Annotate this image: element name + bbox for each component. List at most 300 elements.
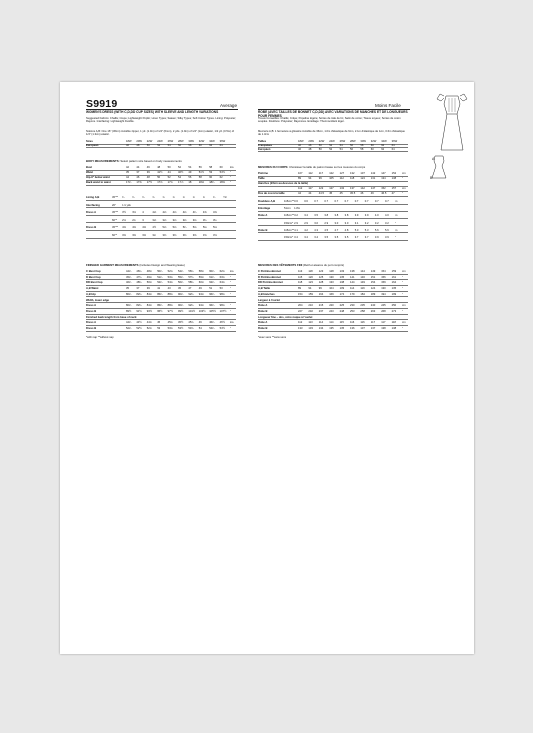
table-cell: 101½ bbox=[188, 309, 196, 313]
row-divider bbox=[258, 308, 408, 309]
dress-line-art bbox=[430, 90, 474, 180]
table-cell: " bbox=[230, 309, 231, 313]
row-label: Poitrine bbox=[258, 172, 269, 175]
table-cell: 48 bbox=[136, 143, 140, 147]
table-cell: 86¼ bbox=[157, 304, 163, 308]
table-cell: ¾ bbox=[122, 196, 125, 199]
table-cell: 250 bbox=[391, 304, 397, 308]
table-cell: 18⅛ bbox=[198, 181, 205, 184]
row-divider bbox=[86, 230, 236, 231]
row-divider bbox=[258, 319, 408, 320]
table-cell: 52¼ bbox=[126, 327, 132, 330]
table-cell: 53 bbox=[157, 327, 161, 330]
row-divider bbox=[86, 291, 236, 292]
row-label: Dress A bbox=[86, 304, 97, 308]
table-cell: 116 bbox=[350, 321, 355, 325]
table-cell: 154 bbox=[381, 270, 386, 273]
table-cell: 61¼ bbox=[209, 275, 215, 279]
row-divider bbox=[86, 215, 236, 216]
table-cell: 220 bbox=[329, 304, 334, 308]
table-cell: 253 bbox=[350, 309, 355, 313]
table-cell: 36W bbox=[391, 140, 398, 143]
table-cell: 36W bbox=[219, 140, 226, 143]
table-cell: 45.5 bbox=[350, 192, 356, 195]
difficulty-fr: Moins Facile bbox=[375, 103, 401, 108]
table-cell: 49¼ bbox=[146, 275, 153, 279]
table-cell: 118 bbox=[350, 177, 355, 180]
table-cell: 17¼ bbox=[126, 181, 132, 184]
table-cell: 152 bbox=[391, 172, 397, 175]
table-cell: cm bbox=[402, 187, 406, 190]
table-cell: 44¼ bbox=[126, 270, 132, 273]
table-cell: 104 bbox=[329, 287, 334, 291]
table-cell: 43 bbox=[167, 287, 171, 291]
table-cell: 46¼ bbox=[136, 270, 142, 273]
table-cell: 114 bbox=[329, 321, 334, 325]
table-cell: 113 bbox=[308, 321, 313, 325]
table-cell: Yd bbox=[223, 196, 227, 199]
table-cell: m bbox=[395, 214, 398, 218]
table-cell: 60"* bbox=[112, 234, 117, 237]
table-cell: 118 bbox=[308, 270, 313, 273]
footnote-fr: *avec sens **sans sens bbox=[258, 336, 287, 339]
row-label: Tailles bbox=[258, 140, 267, 143]
table-cell: 3⅜ bbox=[142, 234, 147, 237]
table-cell: 47¼ bbox=[136, 275, 142, 279]
table-cell: 24W bbox=[157, 140, 163, 143]
table-cell: 3.5 bbox=[324, 236, 329, 239]
table-cell: 4⅛ bbox=[152, 211, 157, 215]
table-cell: 62 bbox=[381, 143, 385, 147]
table-cell: 4.8 bbox=[344, 228, 349, 232]
table-cell: 50 bbox=[167, 166, 171, 169]
table-cell: 133 bbox=[308, 327, 313, 330]
table-cell: 164 bbox=[318, 292, 324, 296]
row-divider bbox=[258, 211, 408, 212]
table-cell: 39 bbox=[146, 171, 150, 174]
table-cell: 95½ bbox=[157, 309, 163, 313]
table-cell: 32W bbox=[198, 140, 205, 143]
table-cell: 22W bbox=[146, 140, 153, 143]
table-cell: 56 bbox=[188, 176, 192, 179]
table-cell: 125 bbox=[318, 275, 324, 279]
table-cell: ¾ bbox=[142, 196, 145, 199]
row-divider bbox=[86, 207, 236, 208]
table-cell: 123 bbox=[308, 281, 313, 285]
table-cell: 235 bbox=[360, 304, 365, 308]
table-cell: 5.3 bbox=[364, 228, 369, 232]
row-divider bbox=[86, 274, 236, 275]
table-cell: 3.2 bbox=[294, 214, 298, 218]
row-label: DD Poitrine-Bonnet bbox=[258, 281, 283, 285]
table-cell: 144 bbox=[360, 270, 365, 273]
table-cell: " bbox=[230, 275, 231, 279]
table-cell: 34W bbox=[381, 140, 387, 143]
table-cell: 45¼ bbox=[126, 275, 132, 279]
table-cell: 112 bbox=[298, 187, 303, 190]
table-cell: 90¼ bbox=[178, 304, 184, 308]
table-cell: 90¼ bbox=[178, 292, 184, 296]
table-cell: 58 bbox=[188, 143, 192, 147]
table-cell: 1.8m bbox=[294, 207, 301, 211]
row-label: Largeur à l'ourlet bbox=[258, 298, 280, 302]
table-cell: 4⅜ bbox=[202, 211, 207, 215]
table-cell: 204 bbox=[298, 304, 303, 308]
row-label: Width, lower edge bbox=[86, 298, 109, 302]
table-cell: 135 bbox=[339, 275, 345, 279]
table-cell: 4.0 bbox=[385, 214, 389, 218]
table-cell: 112 bbox=[298, 321, 303, 325]
table-cell: 52 bbox=[178, 166, 181, 169]
table-cell: 147 bbox=[381, 172, 386, 175]
table-cell: 3⅛ bbox=[162, 218, 167, 222]
table-cell: 28W bbox=[178, 140, 184, 143]
table-cell: 56¼ bbox=[178, 281, 184, 285]
table-cell: 63¼ bbox=[219, 275, 225, 279]
table-cell: 54 bbox=[339, 147, 343, 151]
table-cell: 30W bbox=[188, 140, 194, 143]
table-cell: 46½ bbox=[219, 321, 225, 325]
table-cell: 54½ bbox=[219, 171, 225, 174]
table-cell: 4⅜ bbox=[132, 226, 136, 230]
finished-heading-fr bbox=[258, 264, 410, 267]
table-cell: 99 bbox=[318, 287, 322, 291]
row-label: Européen bbox=[258, 147, 271, 151]
table-cell: 44 bbox=[136, 166, 140, 169]
table-cell: 17⅜ bbox=[136, 181, 142, 184]
row-divider bbox=[86, 185, 236, 186]
table-cell: cm bbox=[402, 304, 406, 308]
body-note-en: Select pattern size based on body measurements bbox=[120, 159, 182, 163]
table-cell: 52½ bbox=[136, 327, 142, 330]
table-cell: 2.9 bbox=[304, 221, 308, 225]
table-cell: 5⅛ bbox=[162, 226, 167, 230]
table-cell: 230 bbox=[350, 304, 355, 308]
table-cell: 141 bbox=[350, 275, 355, 279]
table-cell: 127 bbox=[339, 172, 345, 175]
row-label: D Poitrine-Bonnet bbox=[258, 275, 281, 279]
table-cell: 60 bbox=[370, 147, 374, 151]
row-divider bbox=[86, 200, 236, 201]
table-cell: 112 bbox=[339, 177, 344, 180]
table-cell: 130 bbox=[381, 287, 386, 291]
table-cell: 3.4 bbox=[304, 214, 308, 218]
table-cell: 151 bbox=[370, 275, 376, 279]
table-cell: 44.5 bbox=[318, 192, 325, 195]
table-cell: 154 bbox=[298, 292, 303, 296]
table-cell: ¾ bbox=[213, 196, 216, 199]
table-cell: 44 bbox=[308, 192, 312, 195]
row-label: Dress B bbox=[86, 226, 97, 230]
table-cell: 88¼ bbox=[167, 304, 173, 308]
table-cell: 134 bbox=[381, 177, 386, 180]
table-cell: 3.4 bbox=[304, 236, 308, 239]
table-cell: 115cm** bbox=[284, 214, 294, 218]
table-cell: 138 bbox=[391, 177, 397, 180]
table-cell: 184 bbox=[360, 292, 365, 296]
table-cell: 47 bbox=[188, 287, 192, 291]
title-en: WOMEN'S DRESS (WITH C,D,DD CUP SIZES) WITH SLEEVE AND LENGTH VARIATIONS bbox=[86, 110, 219, 114]
table-cell: " bbox=[402, 292, 403, 296]
row-divider bbox=[258, 291, 408, 292]
table-cell: 46 bbox=[126, 143, 129, 147]
row-divider bbox=[86, 222, 236, 223]
row-label: Hip-9" below waist bbox=[86, 176, 110, 179]
table-cell: 3 bbox=[142, 218, 144, 222]
table-cell: 32W bbox=[370, 140, 377, 143]
table-cell: 44 bbox=[126, 176, 129, 179]
body-heading-en-text: BODY MEASUREMENTS bbox=[86, 159, 119, 163]
table-cell: 46 bbox=[136, 176, 140, 179]
table-cell: 133 bbox=[339, 270, 345, 273]
table-cell: " bbox=[402, 177, 403, 180]
row-label: Dos de cou à la taille bbox=[258, 192, 285, 195]
table-cell: 5⅛ bbox=[213, 226, 217, 230]
table-cell: 4⅛ bbox=[162, 211, 167, 215]
table-cell: 4.2 bbox=[304, 228, 308, 232]
table-cell: 50 bbox=[146, 143, 150, 147]
table-cell: 46 bbox=[198, 321, 202, 325]
table-cell: " bbox=[230, 287, 231, 291]
row-label: Dress A bbox=[86, 211, 97, 215]
table-cell: 4⅛ bbox=[182, 211, 187, 215]
table-cell: 0.7 bbox=[374, 200, 379, 203]
table-cell: 137 bbox=[360, 172, 365, 175]
row-divider bbox=[86, 308, 236, 309]
table-cell: 114 bbox=[318, 321, 324, 325]
table-cell: 0.7 bbox=[344, 200, 349, 203]
table-cell: 58¼ bbox=[188, 281, 194, 285]
table-cell: 3⅜ bbox=[182, 234, 187, 237]
table-cell: 18¼ bbox=[209, 181, 215, 184]
table-cell: 53¾ bbox=[188, 327, 194, 330]
table-cell: 3⅝ bbox=[202, 234, 207, 237]
table-cell: 48¼ bbox=[136, 281, 142, 285]
table-cell: 46 bbox=[146, 166, 150, 169]
finished-heading-en-text: FINISHED GARMENT MEASUREMENTS bbox=[86, 263, 139, 267]
table-cell: cm bbox=[402, 172, 406, 175]
table-cell: " bbox=[230, 176, 231, 179]
table-cell: 50 bbox=[157, 176, 161, 179]
table-cell: 3⅛ bbox=[182, 218, 187, 222]
table-cell: 164 bbox=[391, 281, 397, 285]
row-divider bbox=[258, 151, 408, 152]
table-cell: 248 bbox=[339, 309, 345, 313]
table-cell: ¾ bbox=[182, 196, 185, 199]
row-label: A,B Hip bbox=[86, 292, 96, 296]
table-cell: 245 bbox=[381, 304, 386, 308]
table-cell: " bbox=[395, 236, 397, 239]
table-cell: 53 bbox=[209, 171, 213, 174]
table-cell: 17¾ bbox=[167, 181, 173, 184]
table-cell: 56¼ bbox=[188, 270, 194, 273]
table-cell: 122 bbox=[318, 187, 324, 190]
table-cell: 53¼ bbox=[167, 327, 173, 330]
table-cell: 115 bbox=[339, 321, 344, 325]
table-cell: 138 bbox=[350, 270, 355, 273]
table-cell: 0.7 bbox=[385, 200, 389, 203]
row-label: Finished back length from base of neck bbox=[86, 315, 137, 319]
table-cell: 117 bbox=[318, 172, 324, 175]
table-cell: 96¼ bbox=[209, 292, 215, 296]
row-divider bbox=[86, 302, 236, 303]
table-cell: 109 bbox=[339, 287, 345, 291]
row-label: Robe B bbox=[258, 327, 268, 330]
table-cell: 24W bbox=[329, 140, 335, 143]
table-cell: 20W bbox=[308, 140, 314, 143]
table-cell: " bbox=[402, 281, 403, 285]
table-cell: 48 bbox=[157, 166, 161, 169]
row-label: Dress B bbox=[86, 327, 97, 330]
table-cell: 44 bbox=[298, 192, 301, 195]
table-cell: " bbox=[402, 287, 403, 291]
table-cell: 0.7 bbox=[364, 200, 369, 203]
table-cell: 123 bbox=[318, 270, 324, 273]
table-cell: 45"** bbox=[112, 211, 119, 215]
table-cell: " bbox=[230, 171, 231, 174]
pattern-sheet bbox=[60, 82, 474, 654]
table-cell: 3.8 bbox=[344, 214, 349, 218]
table-cell: 146 bbox=[360, 275, 365, 279]
table-cell: 179 bbox=[350, 292, 355, 296]
table-cell: 58¼ bbox=[198, 270, 205, 273]
table-cell: 115cm** bbox=[284, 228, 294, 232]
table-cell: 237 bbox=[318, 309, 324, 313]
fabrics-fr: Tissus Conseillés: Challis; Crêpe; Popeline légère; Sortes de toile de lin; Satin de coton; Tissus soyeux; Sortes de coton souples. Doublure: Polyester; Rayonnes. Entoilage: Thermocollant léger. bbox=[258, 117, 401, 124]
table-cell: 119 bbox=[360, 287, 365, 291]
table-cell: 3.5 bbox=[344, 236, 349, 239]
row-label: Waist bbox=[86, 171, 94, 174]
table-cell: 22W bbox=[318, 140, 325, 143]
table-cell: 5⅛ bbox=[192, 226, 197, 230]
table-cell: 94 bbox=[308, 287, 312, 291]
table-cell: " bbox=[402, 309, 403, 313]
table-cell: 4.0 bbox=[374, 214, 379, 218]
row-label: Longueur fine – dos, votre nuque à l'ourlet bbox=[258, 315, 313, 319]
table-cell: 150cm* bbox=[284, 236, 294, 239]
table-cell: 3⅝ bbox=[132, 211, 136, 215]
table-cell: 51½ bbox=[198, 171, 205, 174]
table-cell: 55¼ bbox=[178, 275, 184, 279]
table-cell: " bbox=[402, 327, 403, 330]
row-divider bbox=[86, 238, 236, 239]
table-cell: 144 bbox=[350, 281, 355, 285]
row-divider bbox=[258, 314, 408, 315]
table-cell: 54 bbox=[188, 166, 192, 169]
table-cell: 268 bbox=[381, 309, 386, 313]
table-cell: 41½ bbox=[157, 171, 163, 174]
row-divider bbox=[258, 274, 408, 275]
table-cell: ¾ bbox=[132, 196, 135, 199]
table-cell: 92¼ bbox=[188, 292, 194, 296]
table-cell: 5.0 bbox=[354, 228, 359, 232]
row-divider bbox=[86, 296, 236, 297]
row-label: Bust bbox=[86, 166, 92, 169]
table-cell: 3.9 bbox=[374, 236, 379, 239]
table-cell: 4⅜ bbox=[122, 226, 126, 230]
row-label: Robe B bbox=[258, 309, 268, 313]
table-cell: 49 bbox=[188, 171, 192, 174]
table-cell: 2¾ bbox=[132, 218, 136, 222]
table-cell: 46 bbox=[298, 147, 301, 151]
table-cell: 58 bbox=[209, 166, 213, 169]
table-cell: 52 bbox=[329, 147, 333, 151]
table-cell: 2.9 bbox=[324, 221, 329, 225]
row-label: C Bust Cup bbox=[86, 270, 101, 273]
row-divider bbox=[258, 296, 408, 297]
table-cell: 156 bbox=[381, 275, 386, 279]
table-cell: 50¼ bbox=[146, 281, 153, 285]
row-label: Françaises bbox=[258, 143, 273, 147]
table-cell: 0.7 bbox=[334, 200, 339, 203]
table-cell: 18 bbox=[188, 181, 192, 184]
table-cell: ins. bbox=[230, 321, 235, 325]
table-cell: 60 bbox=[219, 166, 223, 169]
table-cell: 159 bbox=[381, 281, 386, 285]
row-label: Robe A bbox=[258, 304, 268, 308]
table-cell: 89 bbox=[298, 177, 301, 180]
row-label: Lining A,B bbox=[86, 196, 100, 199]
row-divider bbox=[258, 225, 408, 226]
row-label: Sizes bbox=[86, 140, 93, 143]
table-cell: 114 bbox=[350, 287, 355, 291]
table-cell: 136 bbox=[350, 327, 355, 330]
table-cell: 3.2 bbox=[385, 221, 389, 225]
row-divider bbox=[258, 232, 408, 233]
table-cell: 50 bbox=[318, 143, 322, 147]
table-cell: 47 bbox=[391, 192, 395, 195]
table-cell: 62 bbox=[209, 143, 213, 147]
table-cell: 94¼ bbox=[198, 292, 205, 296]
table-cell: 3.0 bbox=[334, 221, 339, 225]
table-cell: 127 bbox=[329, 187, 334, 190]
table-cell: 45½ bbox=[178, 321, 184, 325]
table-cell: 30W bbox=[360, 140, 366, 143]
row-label: Dress B bbox=[86, 309, 97, 313]
table-cell: 44 bbox=[167, 171, 171, 174]
table-cell: 150cm* bbox=[284, 221, 294, 225]
table-cell: cm bbox=[402, 321, 406, 325]
table-cell: 3.9 bbox=[364, 214, 369, 218]
row-divider bbox=[86, 285, 236, 286]
table-cell: 97½ bbox=[167, 309, 173, 313]
row-divider bbox=[258, 204, 408, 205]
table-cell: 92¼ bbox=[188, 304, 194, 308]
table-cell: 20" bbox=[112, 203, 116, 207]
table-cell: 113 bbox=[298, 270, 303, 273]
table-cell: 5.6 bbox=[385, 228, 389, 232]
table-cell: 80¼ bbox=[126, 292, 132, 296]
table-cell: 132 bbox=[339, 187, 345, 190]
table-cell: 60¼ bbox=[198, 281, 205, 285]
table-cell: 54 bbox=[339, 143, 343, 147]
row-label: Robe B bbox=[258, 228, 268, 232]
notions-en: Notions A,B: One 16" (36cm) invisible zipper, 1 yd. (1.0m) of 1/4" (6mm), 2 yds. (1.9m) of 1/4" (1cm) elastic, 1/2 yd. (0.5m) of 1/4" (1.3cm) elastic. bbox=[86, 130, 235, 137]
table-cell: 54 bbox=[178, 176, 181, 179]
body-heading-fr-text: MESURES DU CORPS bbox=[258, 165, 288, 169]
table-cell: 199 bbox=[391, 292, 397, 296]
row-label: Robe A bbox=[258, 321, 268, 325]
table-cell: 4.5 bbox=[324, 228, 329, 232]
finished-heading-en bbox=[86, 264, 238, 267]
table-cell: " bbox=[230, 181, 231, 184]
table-cell: 3¼ bbox=[213, 218, 217, 222]
table-cell: ¾ bbox=[202, 196, 206, 199]
row-divider bbox=[86, 325, 236, 326]
table-cell: 273 bbox=[391, 309, 397, 313]
row-label: Entoilage bbox=[258, 207, 271, 211]
row-label: Back waist to waist bbox=[86, 181, 111, 184]
